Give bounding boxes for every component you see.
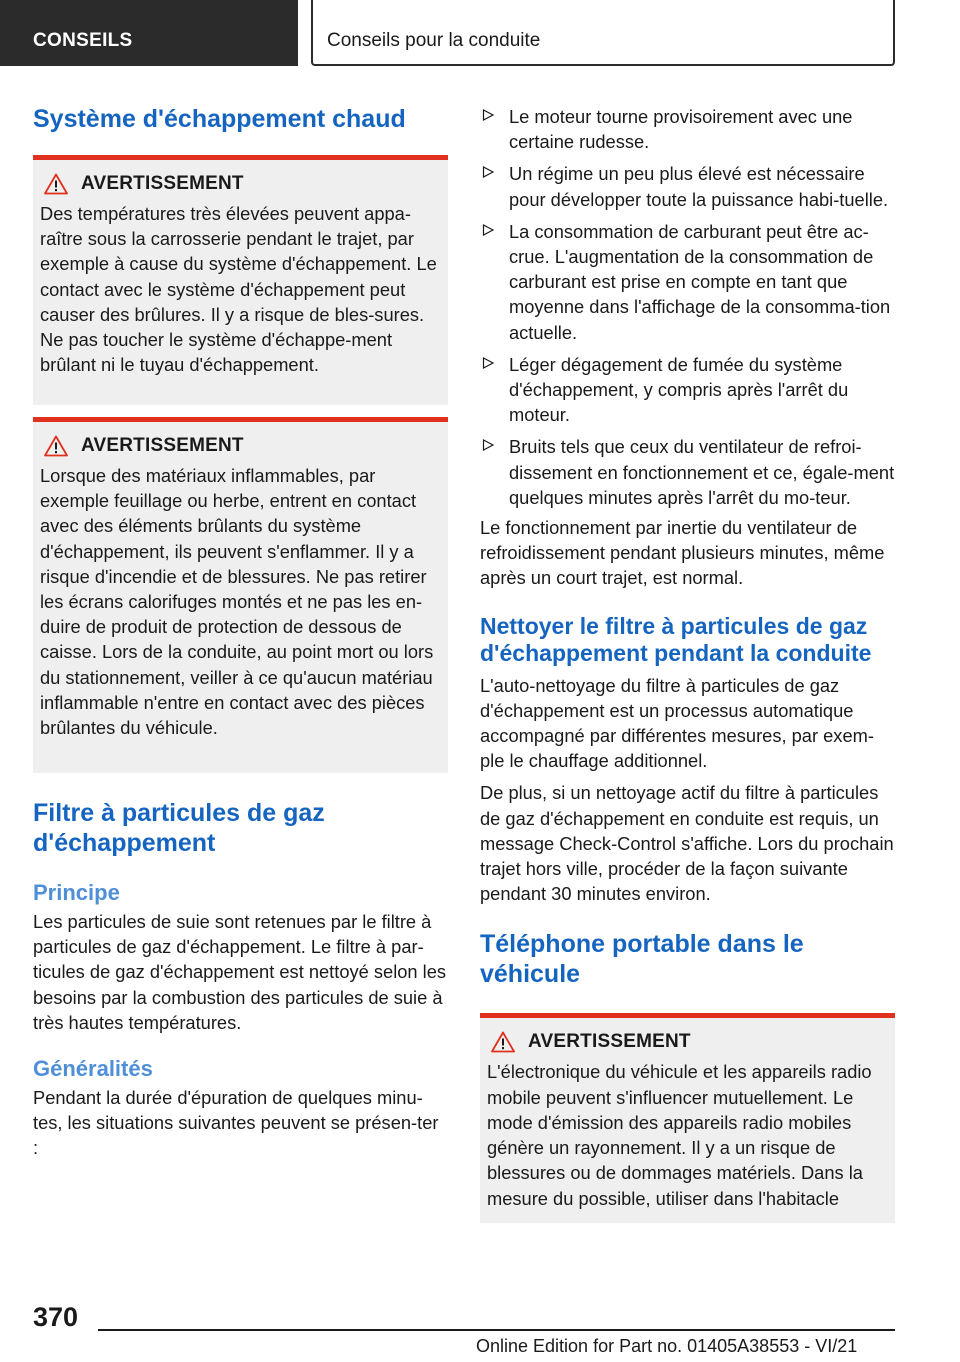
list-item: La consommation de carburant peut être ac-crue. L'augmentation de la consommation de carburant est prise en compte en tant que moyenne dans l'affichage de la consomma-tion actuelle. <box>480 219 895 345</box>
list-item: Bruits tels que ceux du ventilateur de refroi-dissement en fonctionnement et ce, égale-ment quelques minutes après l'arrêt du mo-teur. <box>480 434 895 510</box>
warning-title: AVERTISSEMENT <box>81 435 244 456</box>
heading-mobile-phone: Téléphone portable dans le véhicule <box>480 930 804 989</box>
page-header <box>0 0 960 66</box>
warning-text-fire: Lorsque des matériaux inflammables, par exemple feuillage ou herbe, entrent en contact avec des éléments brûlants du système d'échappement, ils peuvent s'enflammer. Il y a risque d'incendie et de blessures. Ne pas retirer les écrans calorifuges montés et ne pas les en-duire de produit de protection de dessous de caisse. Lors de la conduite, au point mort ou lors du stationnement, veiller à ce qu'aucun matériau inflammable n'entre en contact avec des pièces brûlantes du véhicule. <box>40 465 434 739</box>
right-column <box>480 96 895 1223</box>
warning-title: AVERTISSEMENT <box>81 173 244 194</box>
page-number: 370 <box>33 1302 79 1332</box>
paragraph-general: Pendant la durée d'épuration de quelques minu-tes, les situations suivantes peuvent se présen-ter : <box>33 1087 439 1159</box>
paragraph-clean-2: De plus, si un nettoyage actif du filtre à particules de gaz d'échappement en conduite est requis, un message Check-Control s'affiche. Lors du prochain trajet hors ville, procéder de la façon suivante pendant 30 minutes environ. <box>480 782 894 905</box>
warning-header <box>487 1031 887 1053</box>
heading-particle-filter: Filtre à particules de gaz d'échappement <box>33 799 325 857</box>
footer-divider <box>98 1329 895 1331</box>
warning-text-burns: Des températures très élevées peuvent appa-raître sous la carrosserie pendant le trajet, par exemple à cause du système d'échappement. Le contact avec le système d'échappement peut causer des brûlures. Il y a risque de bles-sures. Ne pas toucher le système d'échappe-ment brûlant ni le tuyau d'échappement. <box>40 203 437 376</box>
paragraph-inertia: Le fonctionnement par inertie du ventilateur de refroidissement pendant plusieurs minutes, même après un court trajet, est normal. <box>480 517 885 589</box>
section-tab-label: CONSEILS <box>33 30 133 51</box>
left-column <box>33 96 448 1161</box>
warning-triangle-icon <box>491 1031 515 1053</box>
situations-list <box>480 104 895 510</box>
heading-clean-filter: Nettoyer le filtre à particules de gaz d'échappement pendant la conduite <box>480 612 872 666</box>
bullet-triangle-icon <box>482 224 494 236</box>
warning-box-fire <box>33 417 448 773</box>
warning-header <box>40 173 440 195</box>
bullet-triangle-icon <box>482 166 494 178</box>
warning-box-burns <box>33 155 448 405</box>
warning-box-radio <box>480 1013 895 1223</box>
section-tab <box>0 0 298 66</box>
warning-triangle-icon <box>44 173 68 195</box>
warning-triangle-icon <box>44 435 68 457</box>
heading-hot-exhaust: Système d'échappement chaud <box>33 105 406 133</box>
footer-edition: Online Edition for Part no. 01405A38553 - VI/21 <box>476 1336 858 1356</box>
paragraph-principle: Les particules de suie sont retenues par le filtre à particules de gaz d'échappement. Le filtre à par-ticules de gaz d'échappement est nettoyé selon les besoins par la combustion des particules de suie à très hautes températures. <box>33 911 447 1033</box>
chapter-tab <box>311 0 895 66</box>
warning-header <box>40 435 440 457</box>
warning-text-radio: L'électronique du véhicule et les appareils radio mobile peuvent s'influencer mutuellement. Le mode d'émission des appareils radio mobiles génère un rayonnement. Il y a un risque de blessures ou de dommages matériels. Dans la mesure du possible, utiliser dans l'habitacle <box>487 1061 872 1209</box>
list-item: Un régime un peu plus élevé est nécessaire pour développer toute la puissance habi-tuelle. <box>480 161 895 211</box>
list-item: Le moteur tourne provisoirement avec une certaine rudesse. <box>480 104 895 154</box>
bullet-triangle-icon <box>482 109 494 121</box>
heading-principle: Principe <box>33 880 120 905</box>
heading-general: Généralités <box>33 1056 153 1082</box>
paragraph-clean-1: L'auto-nettoyage du filtre à particules de gaz d'échappement est un processus automatique accompagné par différentes mesures, par exem-ple le chauffage additionnel. <box>480 674 874 772</box>
chapter-tab-label: Conseils pour la conduite <box>327 30 541 51</box>
bullet-triangle-icon <box>482 357 494 369</box>
list-item: Léger dégagement de fumée du système d'échappement, y compris après l'arrêt du moteur. <box>480 352 895 428</box>
warning-title: AVERTISSEMENT <box>528 1031 691 1053</box>
bullet-triangle-icon <box>482 439 494 451</box>
